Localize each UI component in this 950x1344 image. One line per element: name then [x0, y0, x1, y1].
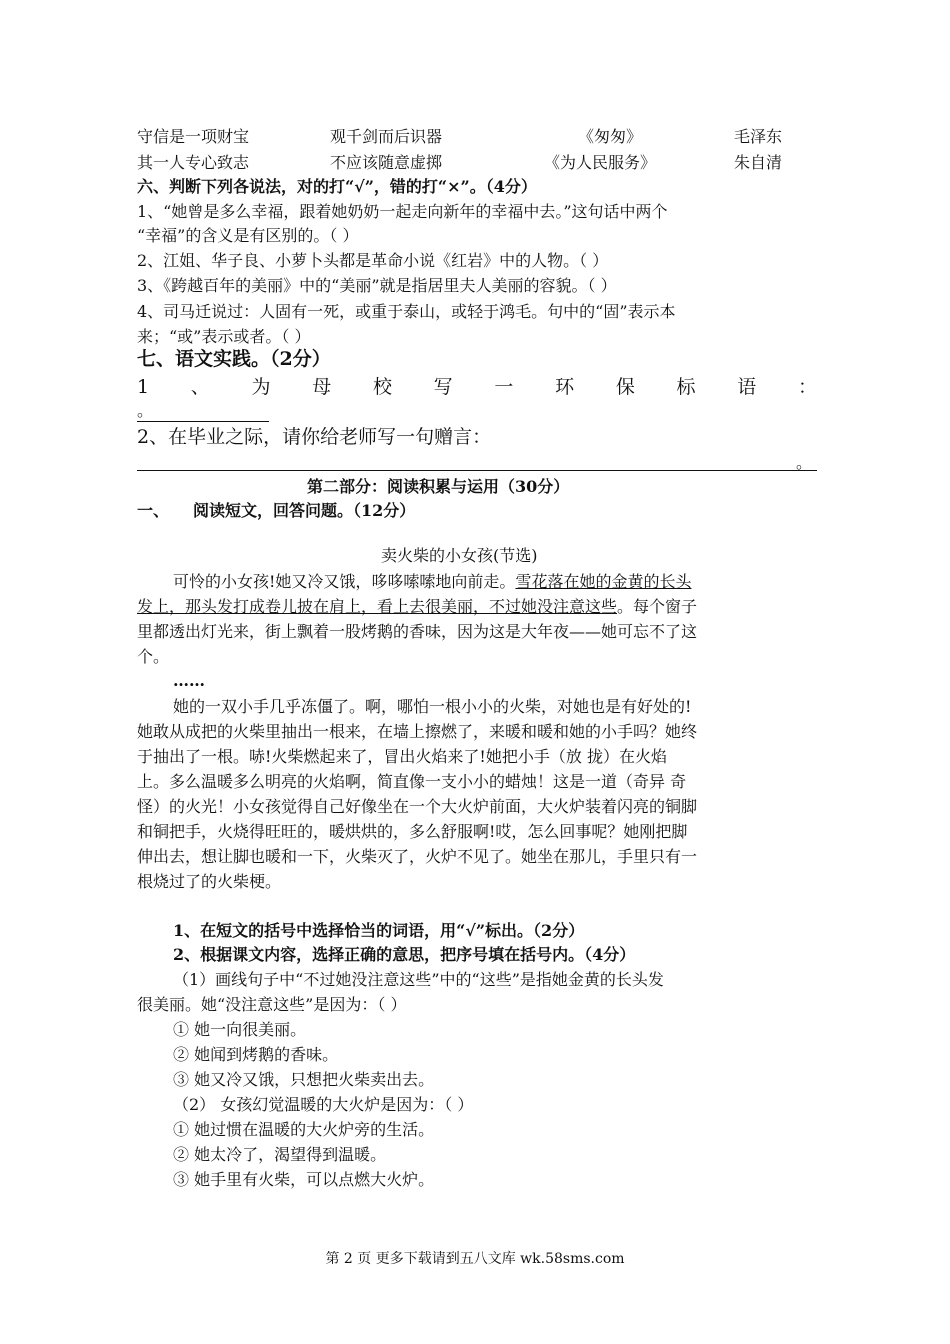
page-footer: 第 2 页 更多下载请到五八文库 wk.58sms.com — [325, 1251, 625, 1267]
section6-q3: 3、《跨越百年的美丽》中的“美丽”就是指居里夫人美丽的容貌。（ ） — [137, 276, 617, 295]
answer-line — [137, 421, 269, 422]
part2-title: 第二部分：阅读积累与运用（30分） — [307, 477, 570, 496]
passage-p2-line3: 于抽出了一根。哧!火柴燃起来了，冒出火焰来了!她把小手（放 拢）在火焰 — [137, 747, 667, 766]
q1-char: ： — [797, 376, 817, 398]
passage-p1-line3: 里都透出灯光来，街上飘着一股烤鹅的香味，因为这是大年夜——她可忘不了这 — [137, 622, 698, 641]
match-item-1-2: 观千剑而后识器 — [330, 127, 443, 146]
section6-q4-line2: 来；“或”表示或者。（ ） — [137, 327, 311, 346]
q1-char: 为 — [251, 376, 271, 398]
passage-text: 。每个窗子 — [617, 597, 698, 616]
section6-q2: 2、江姐、华子良、小萝卜头都是革命小说《红岩》中的人物。（ ） — [137, 251, 609, 270]
q1-char: 、 — [190, 376, 210, 398]
question-2: 2、根据课文内容，选择正确的意思，把序号填在括号内。（4分） — [173, 945, 636, 964]
q1-char: 1 — [137, 376, 150, 398]
section6-q1-line2: “幸福”的含义是有区别的。（ ） — [137, 226, 359, 245]
match-item-2-2: 不应该随意虚掷 — [330, 153, 443, 172]
passage-p2-line1: 她的一双小手几乎冻僵了。啊，哪怕一根小小的火柴，对她也是有好处的! — [173, 697, 692, 716]
passage-p2-line7: 伸出去，想让脚也暖和一下，火柴灭了，火炉不见了。她坐在那儿，手里只有一 — [137, 847, 698, 866]
match-item-1-3: 《匆匆》 — [578, 127, 643, 146]
option: ③ 她手里有火柴，可以点燃大火炉。 — [173, 1170, 435, 1189]
section6-q4-line1: 4、司马迁说过：人固有一死，或重于泰山，或轻于鸿毛。句中的“固”表示本 — [137, 302, 676, 321]
match-item-2-3: 《为人民服务》 — [544, 153, 657, 172]
section7-q1-end: 。 — [137, 401, 154, 420]
passage-p1-line1 — [173, 571, 691, 593]
section7-q2-end: 。 — [796, 453, 813, 472]
match-item-2-1: 其一人专心致志 — [137, 153, 250, 172]
q1-char: 写 — [433, 376, 453, 398]
section6-q1-line1: 1、“她曾是多么幸福，跟着她奶奶一起走向新年的幸福中去。”这句话中两个 — [137, 202, 668, 221]
q1-char: 母 — [312, 376, 332, 398]
section6-title: 六、判断下列各说法，对的打“√”，错的打“×”。（4分） — [137, 177, 537, 196]
match-item-1-1: 守信是一项财宝 — [137, 127, 250, 146]
match-item-2-4: 朱自清 — [734, 153, 783, 172]
q1-char: 校 — [372, 376, 392, 398]
passage-p2-line2: 她敢从成把的火柴里抽出一根来，在墙上擦燃了，来暖和暖和她的小手吗？她终 — [137, 722, 698, 741]
passage-p1-line2 — [137, 596, 697, 618]
section7-q1 — [137, 375, 817, 399]
q1-char: 语 — [737, 376, 757, 398]
section7-title: 七、语文实践。（2分） — [137, 348, 331, 370]
option: ② 她太冷了，渴望得到温暖。 — [173, 1145, 387, 1164]
passage-p1-line4: 个。 — [137, 647, 170, 666]
underlined-sentence: 发上，那头发打成卷儿披在肩上，看上去很美丽，不过她没注意这些 — [137, 597, 618, 616]
answer-line — [137, 470, 817, 471]
part2-sec1-title: 阅读短文，回答问题。（12分） — [193, 501, 416, 520]
q1-char: 保 — [615, 376, 635, 398]
part2-sec1-number: 一、 — [137, 501, 170, 520]
underlined-sentence: 雪花落在她的金黄的长头 — [515, 572, 692, 591]
q1-char: 一 — [494, 376, 514, 398]
passage-text: 可怜的小女孩!她又冷又饿，哆哆嗦嗦地向前走。 — [173, 572, 516, 591]
option: ③ 她又冷又饿，只想把火柴卖出去。 — [173, 1070, 435, 1089]
passage-p2-line5: 怪）的火光！小女孩觉得自己好像坐在一个大火炉前面，大火炉装着闪亮的铜脚 — [137, 797, 698, 816]
option: ① 她过惯在温暖的大火炉旁的生活。 — [173, 1120, 435, 1139]
section7-q2: 2、在毕业之际，请你给老师写一句赠言： — [137, 426, 492, 448]
passage-p2-line6: 和铜把手，火烧得旺旺的，暖烘烘的，多么舒服啊!哎，怎么回事呢？她刚把脚 — [137, 822, 688, 841]
option: ① 她一向很美丽。 — [173, 1020, 307, 1039]
question-2-1-line2: 很美丽。她“没注意这些”是因为：（ ） — [137, 995, 407, 1014]
option: ② 她闻到烤鹅的香味。 — [173, 1045, 339, 1064]
passage-p2-line8: 根烧过了的火柴梗。 — [137, 872, 282, 891]
match-item-1-4: 毛泽东 — [734, 127, 783, 146]
question-1: 1、在短文的括号中选择恰当的词语，用“√”标出。（2分） — [173, 921, 585, 940]
question-2-2: （2） 女孩幻觉温暖的大火炉是因为：（ ） — [173, 1095, 474, 1114]
question-2-1-line1: （1）画线句子中“不过她没注意这些”中的“这些”是指她金黄的长头发 — [173, 970, 664, 989]
passage-p2-line4: 上。多么温暖多么明亮的火焰啊，简直像一支小小的蜡烛！这是一道（奇异 奇 — [137, 772, 687, 791]
q1-char: 环 — [555, 376, 575, 398]
passage-ellipsis: …… — [173, 671, 205, 690]
passage-title: 卖火柴的小女孩(节选) — [381, 546, 538, 565]
q1-char: 标 — [676, 376, 696, 398]
